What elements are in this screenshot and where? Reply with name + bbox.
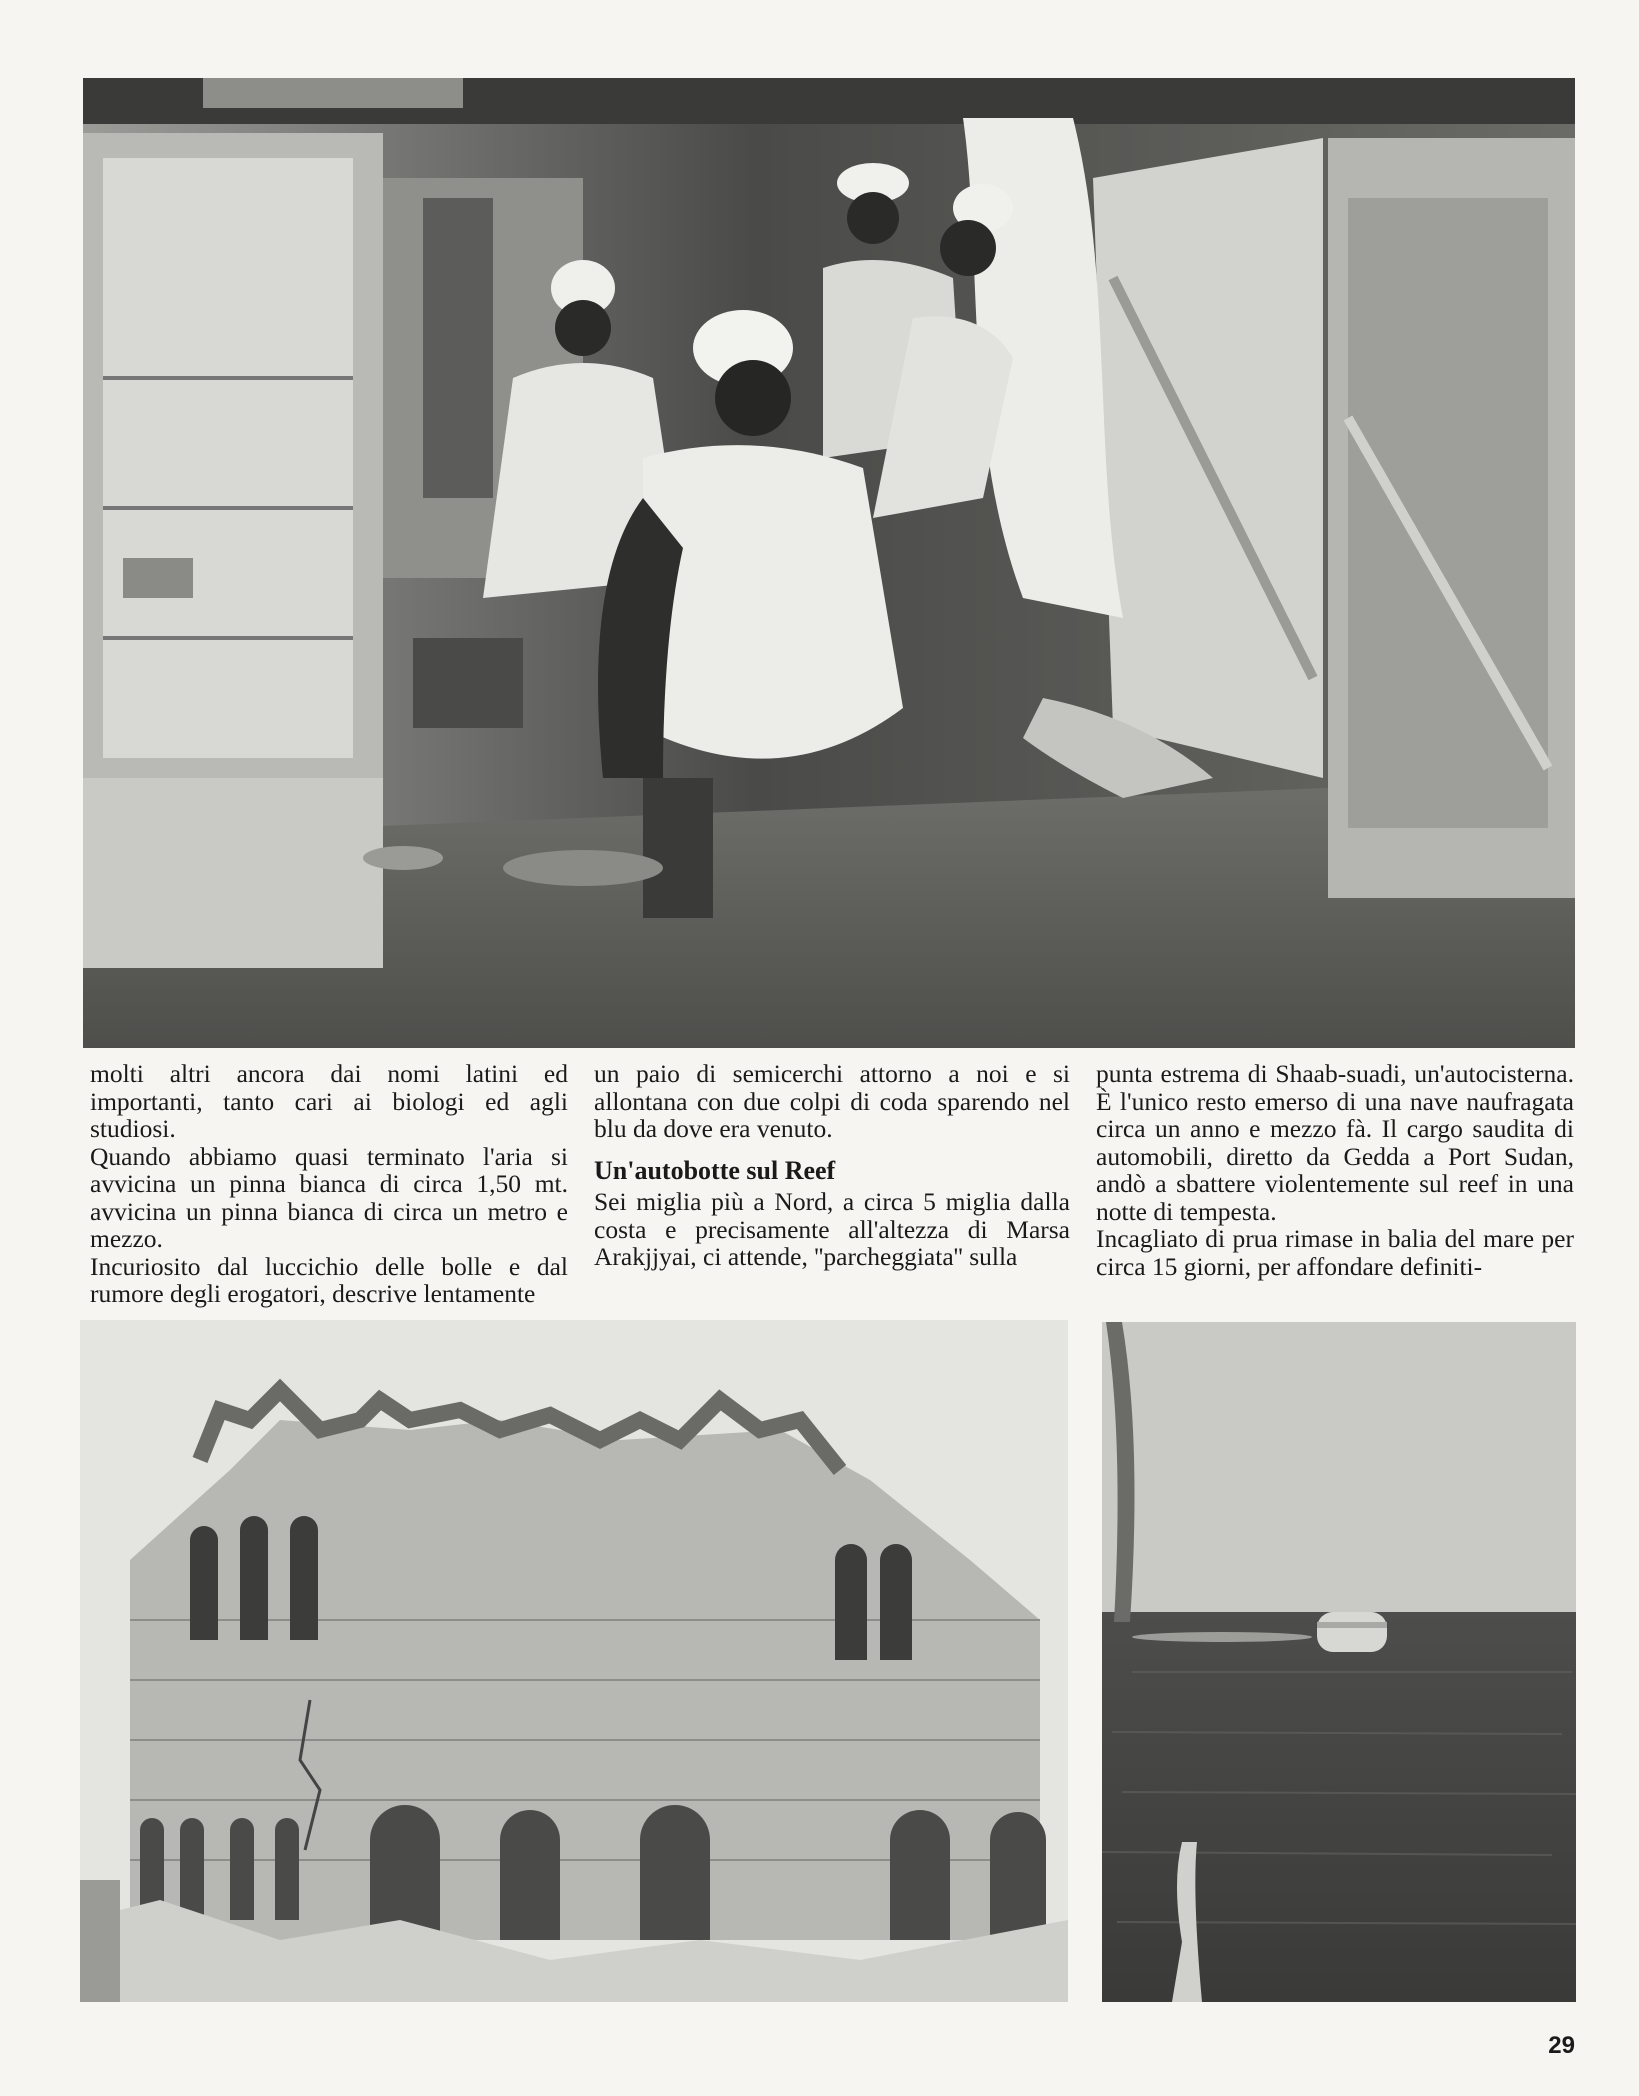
text-column-3 <box>1096 1060 1574 1280</box>
text-column-1 <box>90 1060 568 1308</box>
paragraph: Incuriosito dal luccichio delle bolle e dal rumore degli erogatori, descrive lentamente <box>90 1251 568 1308</box>
paragraph: punta estrema di Shaab-suadi, un'autocisterna. È l'unico resto emerso di una nave naufragata circa un anno e mezzo fà. Il cargo saudita di automobili, diretto da Gedda a Port Sudan, andò a sbattere violentemente sul reef in una notte di tempesta. <box>1096 1059 1574 1226</box>
paragraph: Quando abbiamo quasi terminato l'aria si avvicina un pinna bianca di circa 1,50 mt. avvicina un pinna bianca di circa un metro e mezzo. <box>90 1141 568 1253</box>
subheading: Un'autobotte sul Reef <box>594 1155 836 1185</box>
paragraph: molti altri ancora dai nomi latini ed importanti, tanto cari ai biologi ed agli studiosi. <box>90 1059 568 1143</box>
paragraph: Incagliato di prua rimase in balia del mare per circa 15 giorni, per affondare definiti- <box>1096 1224 1574 1281</box>
photo-craftsmen-doorway <box>83 78 1575 1048</box>
paragraph: Sei miglia più a Nord, a circa 5 miglia dalla costa e precisamente all'altezza di Marsa Arakjjyai, ci attende, ''parcheggiata'' sulla <box>594 1187 1070 1271</box>
photo-ruined-building <box>80 1320 1068 2002</box>
photo-tanker-on-reef <box>1102 1322 1576 2002</box>
paragraph: un paio di semicerchi attorno a noi e si allontana con due colpi di coda sparendo nel blu da dove era venuto. <box>594 1059 1070 1143</box>
text-column-2 <box>594 1060 1070 1271</box>
page-number: 29 <box>1548 2032 1575 2059</box>
